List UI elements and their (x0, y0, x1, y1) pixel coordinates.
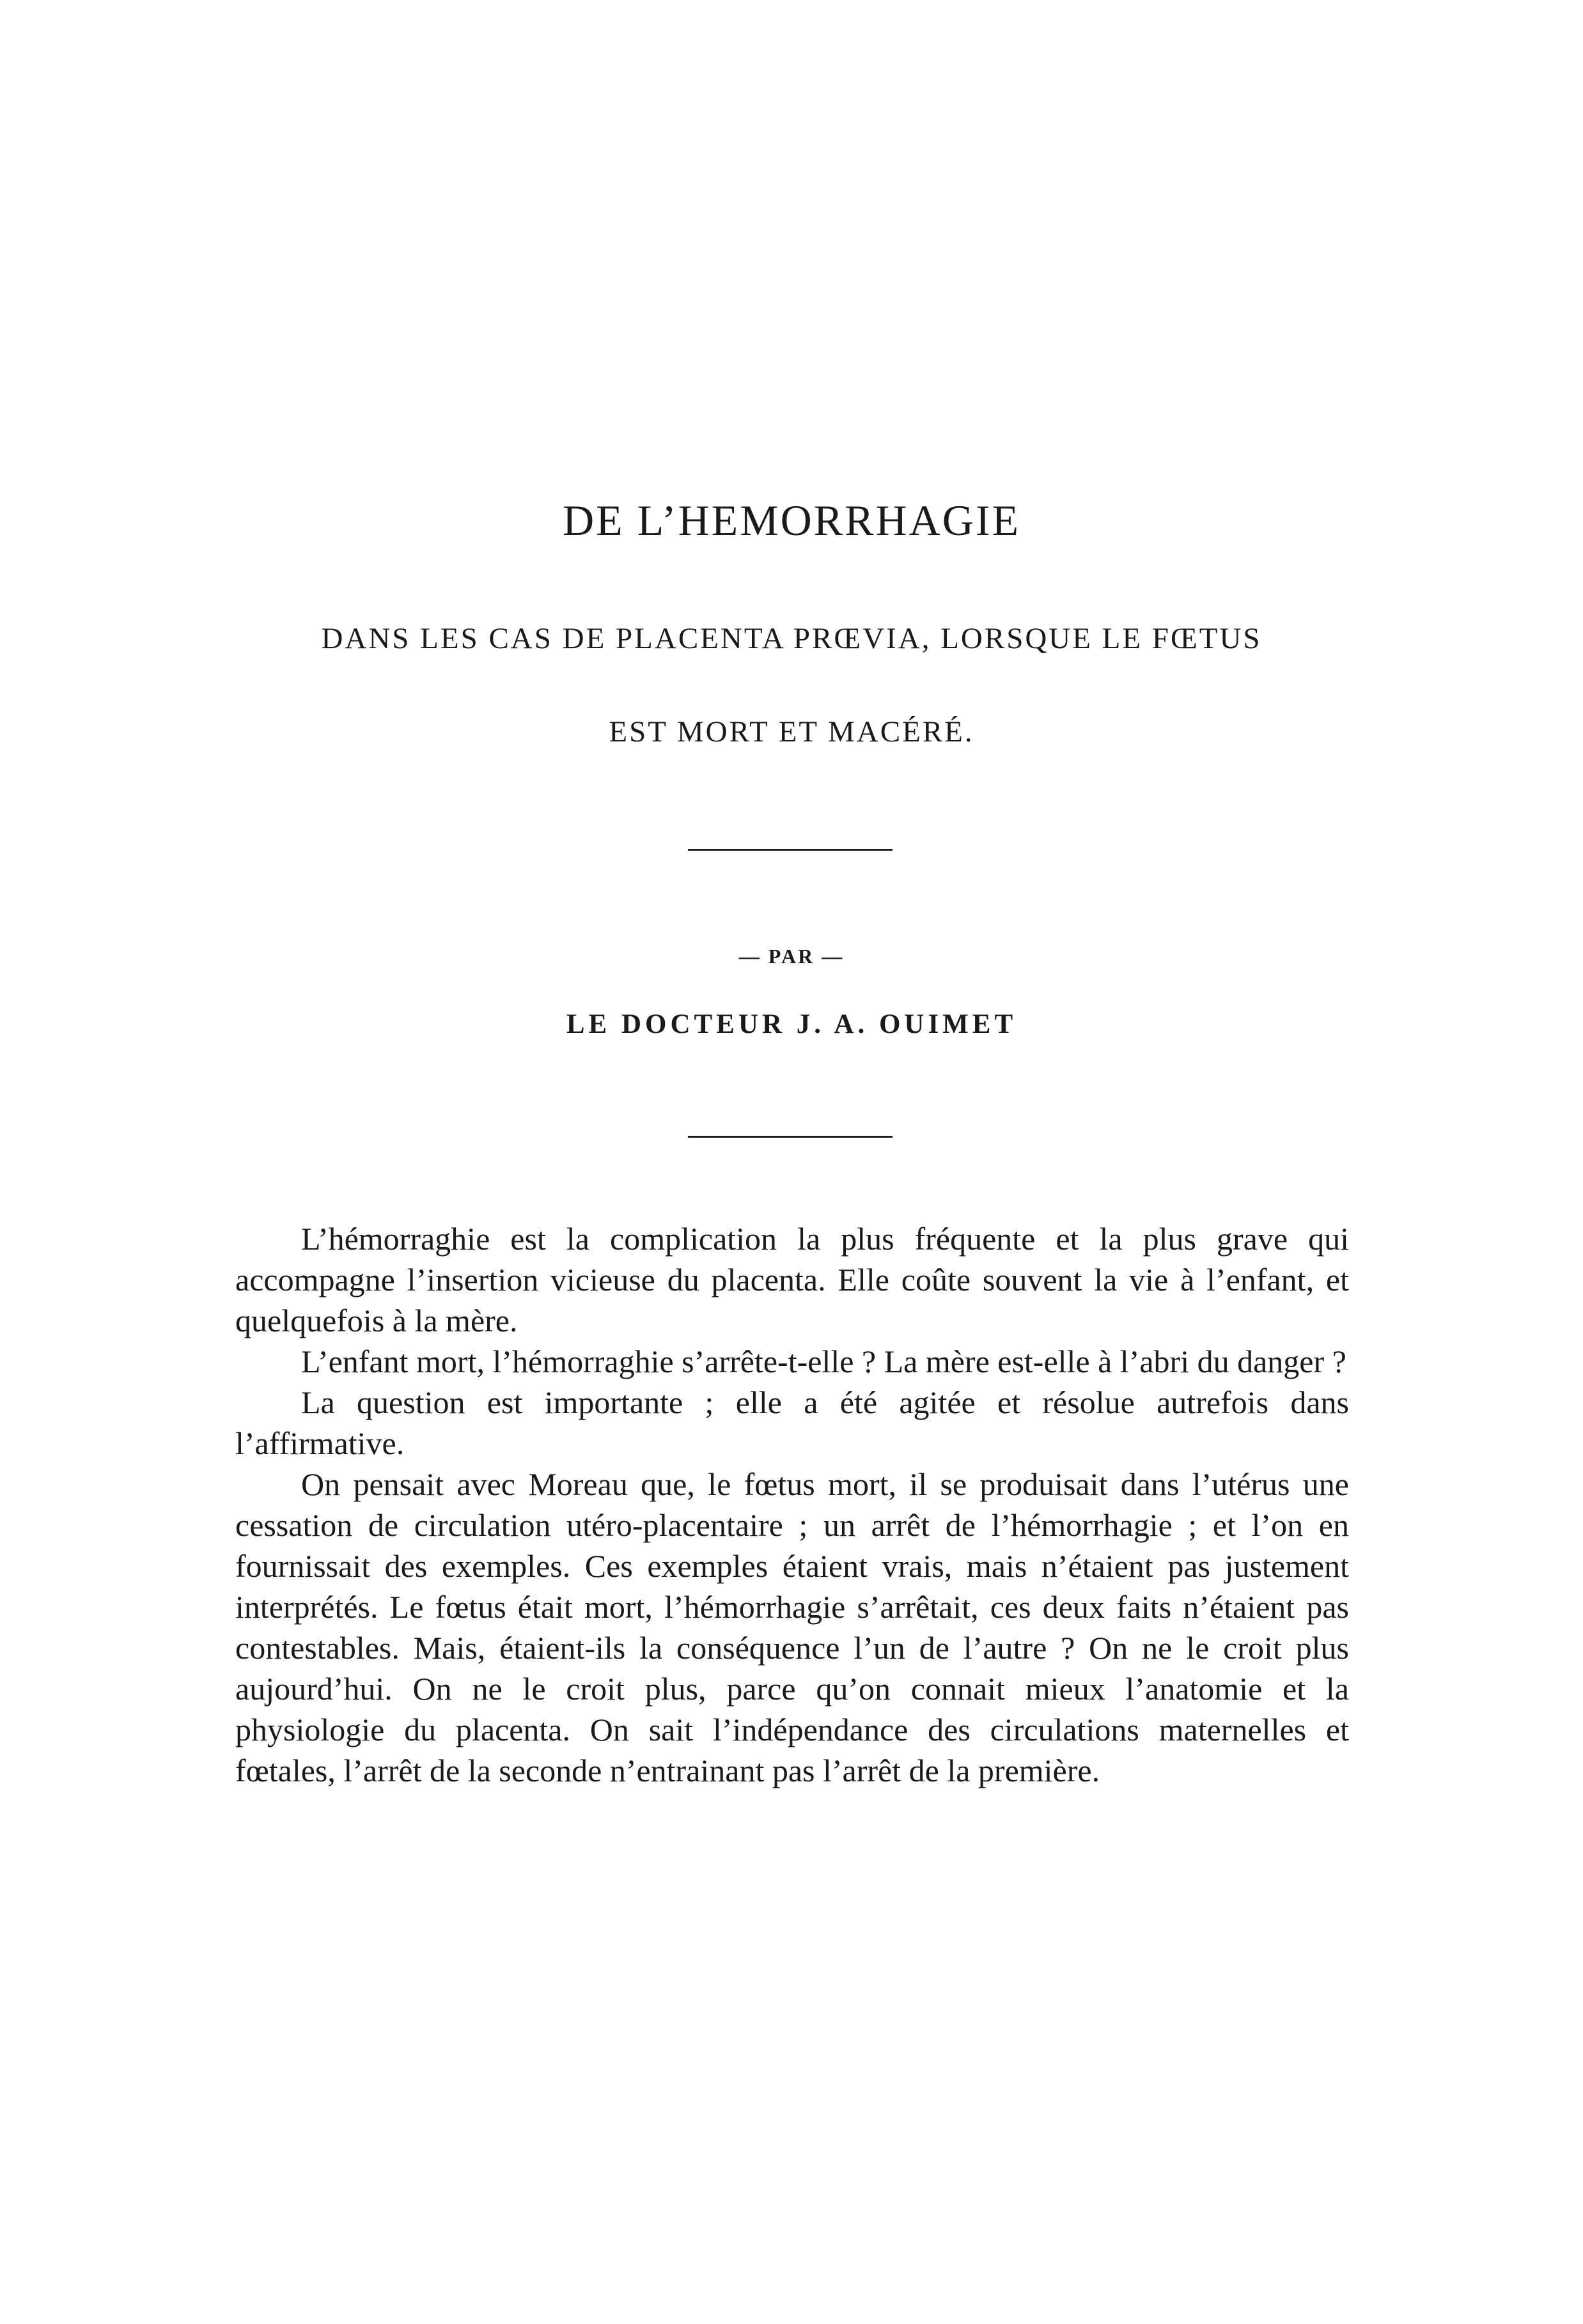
body-text (235, 1218, 1349, 1791)
byline-par: — PAR — (738, 945, 845, 968)
paragraph: La question est importante ; elle a été agitée et résolue autrefois dans l’affirmative. (235, 1384, 1349, 1461)
page-title: DE L’HEMORRHAGIE (562, 496, 1020, 545)
subtitle-line-1: DANS LES CAS DE PLACENTA PRŒVIA, LORSQUE LE FŒTUS (321, 622, 1262, 655)
author-name: LE DOCTEUR J. A. OUIMET (566, 1009, 1017, 1039)
paragraph: On pensait avec Moreau que, le fœtus mort, il se produisait dans l’utérus une cessation de circulation utéro-placentaire ; un arrêt de l’hémorrhagie ; et l’on en fournissait des exemples. Ces exemples étaient vrais, mais n’étaient pas justement interprétés. Le fœtus était mort, l’hémorrhagie s’arrêtait, ces deux faits n’étaient pas contestables. Mais, étaient-ils la conséquence l’un de l’autre ? On ne le croit plus aujourd’hui. On ne le croit plus, parce qu’on connait mieux l’anatomie et la physiologie du placenta. On sait l’indépendance des circulations maternelles et fœtales, l’arrêt de la seconde n’entrainant pas l’arrêt de la première. (235, 1466, 1349, 1788)
subtitle-line-2: EST MORT ET MACÉRÉ. (609, 715, 974, 748)
paragraph: L’enfant mort, l’hémorraghie s’arrête-t-elle ? La mère est-elle à l’abri du danger ? (301, 1344, 1346, 1379)
divider-bottom (688, 1136, 893, 1138)
divider-top (688, 849, 893, 851)
paragraph: L’hémorraghie est la complication la plus fréquente et la plus grave qui accompagne l’insertion vicieuse du placenta. Elle coûte souvent la vie à l’enfant, et quelquefois à la mère. (235, 1221, 1349, 1338)
